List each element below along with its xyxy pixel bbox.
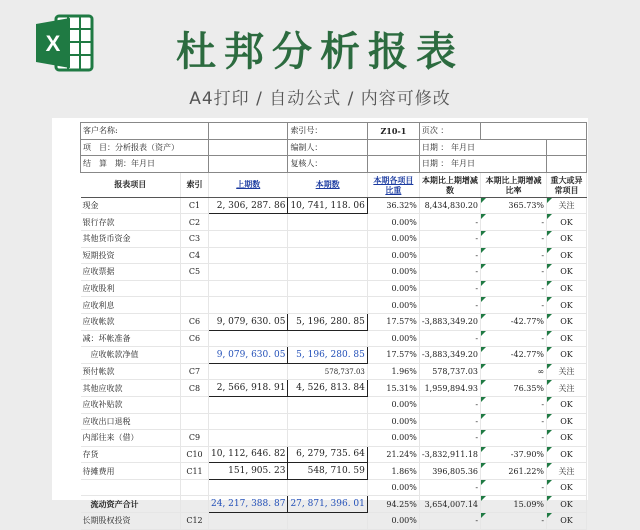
row-inc-amount[interactable]: - — [419, 430, 480, 447]
row-remark[interactable]: OK — [547, 413, 587, 430]
row-item-name[interactable]: 流动资产合计 — [81, 496, 181, 513]
row-ratio[interactable]: 36.32% — [367, 197, 419, 214]
row-prev-value[interactable] — [209, 280, 288, 297]
row-inc-rate[interactable]: - — [481, 430, 547, 447]
row-remark[interactable]: OK — [547, 264, 587, 281]
row-index[interactable]: C7 — [181, 363, 209, 380]
row-item-name[interactable]: 存货 — [81, 446, 181, 463]
row-ratio[interactable]: 0.00% — [367, 513, 419, 530]
row-inc-rate[interactable]: - — [481, 280, 547, 297]
row-item-name[interactable]: 应收股利 — [81, 280, 181, 297]
row-inc-rate[interactable]: 76.35% — [481, 380, 547, 397]
row-remark[interactable]: OK — [547, 280, 587, 297]
row-inc-amount[interactable]: - — [419, 230, 480, 247]
col-header-item: 报表项目 — [81, 172, 181, 197]
row-index[interactable]: C5 — [181, 264, 209, 281]
row-curr-value[interactable] — [288, 230, 367, 247]
row-inc-rate[interactable]: -37.90% — [481, 446, 547, 463]
table-row — [81, 297, 587, 314]
row-curr-value[interactable]: 6, 279, 735. 64 — [288, 446, 367, 463]
row-inc-amount[interactable]: -3,832,911.18 — [419, 446, 480, 463]
row-curr-value[interactable]: 4, 526, 813. 84 — [288, 380, 367, 397]
row-inc-amount[interactable]: - — [419, 264, 480, 281]
row-curr-value[interactable]: 27, 871, 396. 01 — [288, 496, 367, 513]
row-curr-value[interactable]: 10, 741, 118. 06 — [288, 197, 367, 214]
row-item-name[interactable]: 银行存款 — [81, 214, 181, 231]
table-row — [81, 463, 587, 480]
row-inc-rate[interactable]: - — [481, 230, 547, 247]
row-inc-amount[interactable]: 1,959,894.93 — [419, 380, 480, 397]
row-item-name[interactable]: 待摊费用 — [81, 463, 181, 480]
row-ratio[interactable]: 0.00% — [367, 214, 419, 231]
row-inc-rate[interactable]: -42.77% — [481, 347, 547, 364]
row-curr-value[interactable] — [288, 264, 367, 281]
row-index[interactable]: C9 — [181, 430, 209, 447]
row-curr-value[interactable] — [288, 413, 367, 430]
logo-letter: X — [45, 31, 61, 56]
row-inc-amount[interactable]: 3,654,007.14 — [419, 496, 480, 513]
row-inc-rate[interactable]: - — [481, 297, 547, 314]
table-row — [81, 347, 587, 364]
row-prev-value[interactable]: 9, 079, 630. 05 — [209, 347, 288, 364]
row-curr-value[interactable]: 548, 710. 59 — [288, 463, 367, 480]
row-inc-rate[interactable]: - — [481, 214, 547, 231]
row-inc-rate[interactable]: - — [481, 264, 547, 281]
row-item-name[interactable]: 应收帐款净值 — [81, 347, 181, 364]
row-prev-value[interactable] — [209, 430, 288, 447]
row-index[interactable] — [181, 413, 209, 430]
table-row — [81, 363, 587, 380]
row-index[interactable]: C10 — [181, 446, 209, 463]
row-item-name[interactable]: 其他货币资金 — [81, 230, 181, 247]
row-prev-value[interactable] — [209, 214, 288, 231]
preparer-label: 编制人： — [288, 139, 367, 156]
row-item-name[interactable]: 应收票据 — [81, 264, 181, 281]
col-header-inc-rate: 本期比上期增减比率 — [481, 172, 547, 197]
row-ratio[interactable]: 0.00% — [367, 297, 419, 314]
row-remark[interactable]: OK — [547, 513, 587, 530]
row-remark[interactable]: OK — [547, 297, 587, 314]
row-index[interactable]: C6 — [181, 313, 209, 330]
row-inc-rate[interactable]: 15.09% — [481, 496, 547, 513]
row-item-name[interactable]: 应收出口退税 — [81, 413, 181, 430]
row-remark[interactable]: OK — [547, 247, 587, 264]
table-row — [81, 214, 587, 231]
table-row — [81, 446, 587, 463]
row-ratio[interactable]: 17.57% — [367, 347, 419, 364]
col-header-index: 索引 — [181, 172, 209, 197]
row-inc-rate[interactable]: -42.77% — [481, 313, 547, 330]
row-index[interactable]: C1 — [181, 197, 209, 214]
row-index[interactable]: C6 — [181, 330, 209, 347]
column-header-row — [81, 172, 587, 197]
page-subtitle: A4打印 / 自动公式 / 内容可修改 — [189, 89, 451, 109]
row-index[interactable]: C2 — [181, 214, 209, 231]
row-inc-amount[interactable]: - — [419, 297, 480, 314]
row-ratio[interactable]: 0.00% — [367, 247, 419, 264]
row-inc-amount[interactable]: - — [419, 513, 480, 530]
table-row — [81, 380, 587, 397]
table-row — [81, 330, 587, 347]
table-row — [81, 496, 587, 513]
row-inc-rate[interactable]: 261.22% — [481, 463, 547, 480]
row-ratio[interactable]: 0.00% — [367, 396, 419, 413]
row-prev-value[interactable]: 2, 306, 287. 86 — [209, 197, 288, 214]
row-curr-value[interactable] — [288, 214, 367, 231]
row-remark[interactable]: OK — [547, 496, 587, 513]
row-inc-rate[interactable]: - — [481, 330, 547, 347]
row-ratio[interactable]: 0.00% — [367, 413, 419, 430]
banner — [0, 0, 640, 118]
table-row — [81, 430, 587, 447]
row-remark[interactable]: OK — [547, 446, 587, 463]
table-row — [81, 479, 587, 496]
row-curr-value[interactable] — [288, 247, 367, 264]
report-table — [80, 122, 587, 530]
row-index[interactable] — [181, 347, 209, 364]
row-prev-value[interactable]: 2, 566, 918. 91 — [209, 380, 288, 397]
row-item-name[interactable]: 短期投资 — [81, 247, 181, 264]
row-ratio[interactable]: 1.96% — [367, 363, 419, 380]
row-prev-value[interactable] — [209, 513, 288, 530]
row-prev-value[interactable] — [209, 396, 288, 413]
col-header-prev: 上期数 — [209, 172, 288, 197]
row-remark[interactable]: OK — [547, 313, 587, 330]
row-remark[interactable]: 关注 — [547, 363, 587, 380]
date1-label: 日期 ： 年月日 — [419, 139, 546, 156]
row-item-name[interactable]: 减：坏帐准备 — [81, 330, 181, 347]
info-row-client — [81, 123, 587, 140]
row-prev-value[interactable] — [209, 413, 288, 430]
row-prev-value[interactable]: 24, 217, 388. 87 — [209, 496, 288, 513]
table-row — [81, 513, 587, 530]
row-ratio[interactable]: 0.00% — [367, 479, 419, 496]
row-index[interactable]: C4 — [181, 247, 209, 264]
row-item-name[interactable]: 其他应收款 — [81, 380, 181, 397]
row-index[interactable] — [181, 280, 209, 297]
row-inc-rate[interactable]: - — [481, 513, 547, 530]
row-remark[interactable]: OK — [547, 347, 587, 364]
row-curr-value[interactable]: 5, 196, 280. 85 — [288, 313, 367, 330]
row-inc-amount[interactable]: -3,883,349.20 — [419, 313, 480, 330]
row-curr-value[interactable] — [288, 297, 367, 314]
row-inc-rate[interactable]: ∞ — [481, 363, 547, 380]
row-prev-value[interactable] — [209, 363, 288, 380]
row-index[interactable]: C11 — [181, 463, 209, 480]
row-ratio[interactable]: 17.57% — [367, 313, 419, 330]
col-header-curr: 本期数 — [288, 172, 367, 197]
row-ratio[interactable]: 15.31% — [367, 380, 419, 397]
row-index[interactable]: C12 — [181, 513, 209, 530]
date2-label: 日期 ： 年月日 — [419, 156, 546, 173]
info-row-item — [81, 139, 587, 156]
row-curr-value[interactable] — [288, 330, 367, 347]
item-label: 项 目：分析报表（资产） — [81, 139, 209, 156]
row-ratio[interactable]: 0.00% — [367, 330, 419, 347]
col-header-ratio: 本期各项目比重 — [367, 172, 419, 197]
row-prev-value[interactable] — [209, 230, 288, 247]
table-row — [81, 230, 587, 247]
row-remark[interactable]: 关注 — [547, 380, 587, 397]
row-item-name[interactable]: 应收利息 — [81, 297, 181, 314]
row-prev-value[interactable] — [209, 330, 288, 347]
row-index[interactable] — [181, 496, 209, 513]
row-index[interactable] — [181, 396, 209, 413]
row-inc-rate[interactable]: 365.73% — [481, 197, 547, 214]
row-ratio[interactable]: 0.00% — [367, 230, 419, 247]
row-index[interactable]: C3 — [181, 230, 209, 247]
row-index[interactable] — [181, 479, 209, 496]
page-title: 杜邦分析报表 — [176, 28, 464, 75]
row-ratio[interactable]: 1.86% — [367, 463, 419, 480]
row-inc-rate[interactable]: - — [481, 247, 547, 264]
row-item-name[interactable]: 现金 — [81, 197, 181, 214]
index-label: 索引号： — [288, 123, 367, 140]
row-item-name[interactable]: 预付帐款 — [81, 363, 181, 380]
row-inc-amount[interactable]: - — [419, 330, 480, 347]
row-curr-value[interactable] — [288, 280, 367, 297]
row-curr-value[interactable] — [288, 479, 367, 496]
row-inc-amount[interactable]: 396,805.36 — [419, 463, 480, 480]
row-ratio[interactable]: 0.00% — [367, 430, 419, 447]
row-inc-rate[interactable]: - — [481, 413, 547, 430]
row-curr-value[interactable] — [288, 430, 367, 447]
reviewer-label: 复核人： — [288, 156, 367, 173]
row-ratio[interactable]: 21.24% — [367, 446, 419, 463]
row-remark[interactable]: OK — [547, 214, 587, 231]
spreadsheet-preview — [52, 118, 588, 526]
row-remark[interactable]: OK — [547, 330, 587, 347]
row-remark[interactable]: 关注 — [547, 463, 587, 480]
table-row — [81, 247, 587, 264]
row-item-name[interactable] — [81, 479, 181, 496]
row-curr-value[interactable]: 578,737.03 — [288, 363, 367, 380]
row-prev-value[interactable]: 10, 112, 646. 82 — [209, 446, 288, 463]
row-remark[interactable]: 关注 — [547, 197, 587, 214]
period-label: 结 算 期：年月日 — [81, 156, 209, 173]
row-item-name[interactable]: 长期股权投资 — [81, 513, 181, 530]
row-ratio[interactable]: 0.00% — [367, 264, 419, 281]
row-ratio[interactable]: 94.25% — [367, 496, 419, 513]
row-prev-value[interactable] — [209, 247, 288, 264]
row-prev-value[interactable] — [209, 297, 288, 314]
row-index[interactable]: C8 — [181, 380, 209, 397]
row-remark[interactable]: OK — [547, 230, 587, 247]
row-prev-value[interactable] — [209, 479, 288, 496]
table-row — [81, 280, 587, 297]
row-ratio[interactable]: 0.00% — [367, 280, 419, 297]
row-inc-amount[interactable]: 8,434,830.20 — [419, 197, 480, 214]
row-inc-amount[interactable]: - — [419, 280, 480, 297]
row-inc-amount[interactable]: 578,737.03 — [419, 363, 480, 380]
client-label: 客户名称: — [81, 123, 209, 140]
row-item-name[interactable]: 应收帐款 — [81, 313, 181, 330]
row-inc-amount[interactable]: - — [419, 479, 480, 496]
row-prev-value[interactable]: 9, 079, 630. 05 — [209, 313, 288, 330]
row-item-name[interactable]: 应收补贴款 — [81, 396, 181, 413]
row-index[interactable] — [181, 297, 209, 314]
table-row — [81, 197, 587, 214]
index-value: Z10-1 — [367, 123, 419, 140]
row-inc-amount[interactable]: - — [419, 396, 480, 413]
row-item-name[interactable]: 内部往来（借） — [81, 430, 181, 447]
col-header-inc-amount: 本期比上期增减数 — [419, 172, 480, 197]
row-inc-amount[interactable]: - — [419, 247, 480, 264]
row-curr-value[interactable] — [288, 396, 367, 413]
table-row — [81, 313, 587, 330]
row-prev-value[interactable]: 151, 905. 23 — [209, 463, 288, 480]
row-inc-amount[interactable]: - — [419, 413, 480, 430]
row-prev-value[interactable] — [209, 264, 288, 281]
table-row — [81, 413, 587, 430]
row-curr-value[interactable]: 5, 196, 280. 85 — [288, 347, 367, 364]
table-row — [81, 396, 587, 413]
row-remark[interactable]: OK — [547, 479, 587, 496]
col-header-remark: 重大或异常项目 — [547, 172, 587, 197]
page-label: 页次 ： — [419, 123, 480, 140]
row-curr-value[interactable] — [288, 513, 367, 530]
row-inc-rate[interactable]: - — [481, 396, 547, 413]
row-inc-amount[interactable]: -3,883,349.20 — [419, 347, 480, 364]
row-inc-rate[interactable]: - — [481, 479, 547, 496]
table-row — [81, 264, 587, 281]
row-remark[interactable]: OK — [547, 396, 587, 413]
row-remark[interactable]: OK — [547, 430, 587, 447]
info-row-period — [81, 156, 587, 173]
row-inc-amount[interactable]: - — [419, 214, 480, 231]
